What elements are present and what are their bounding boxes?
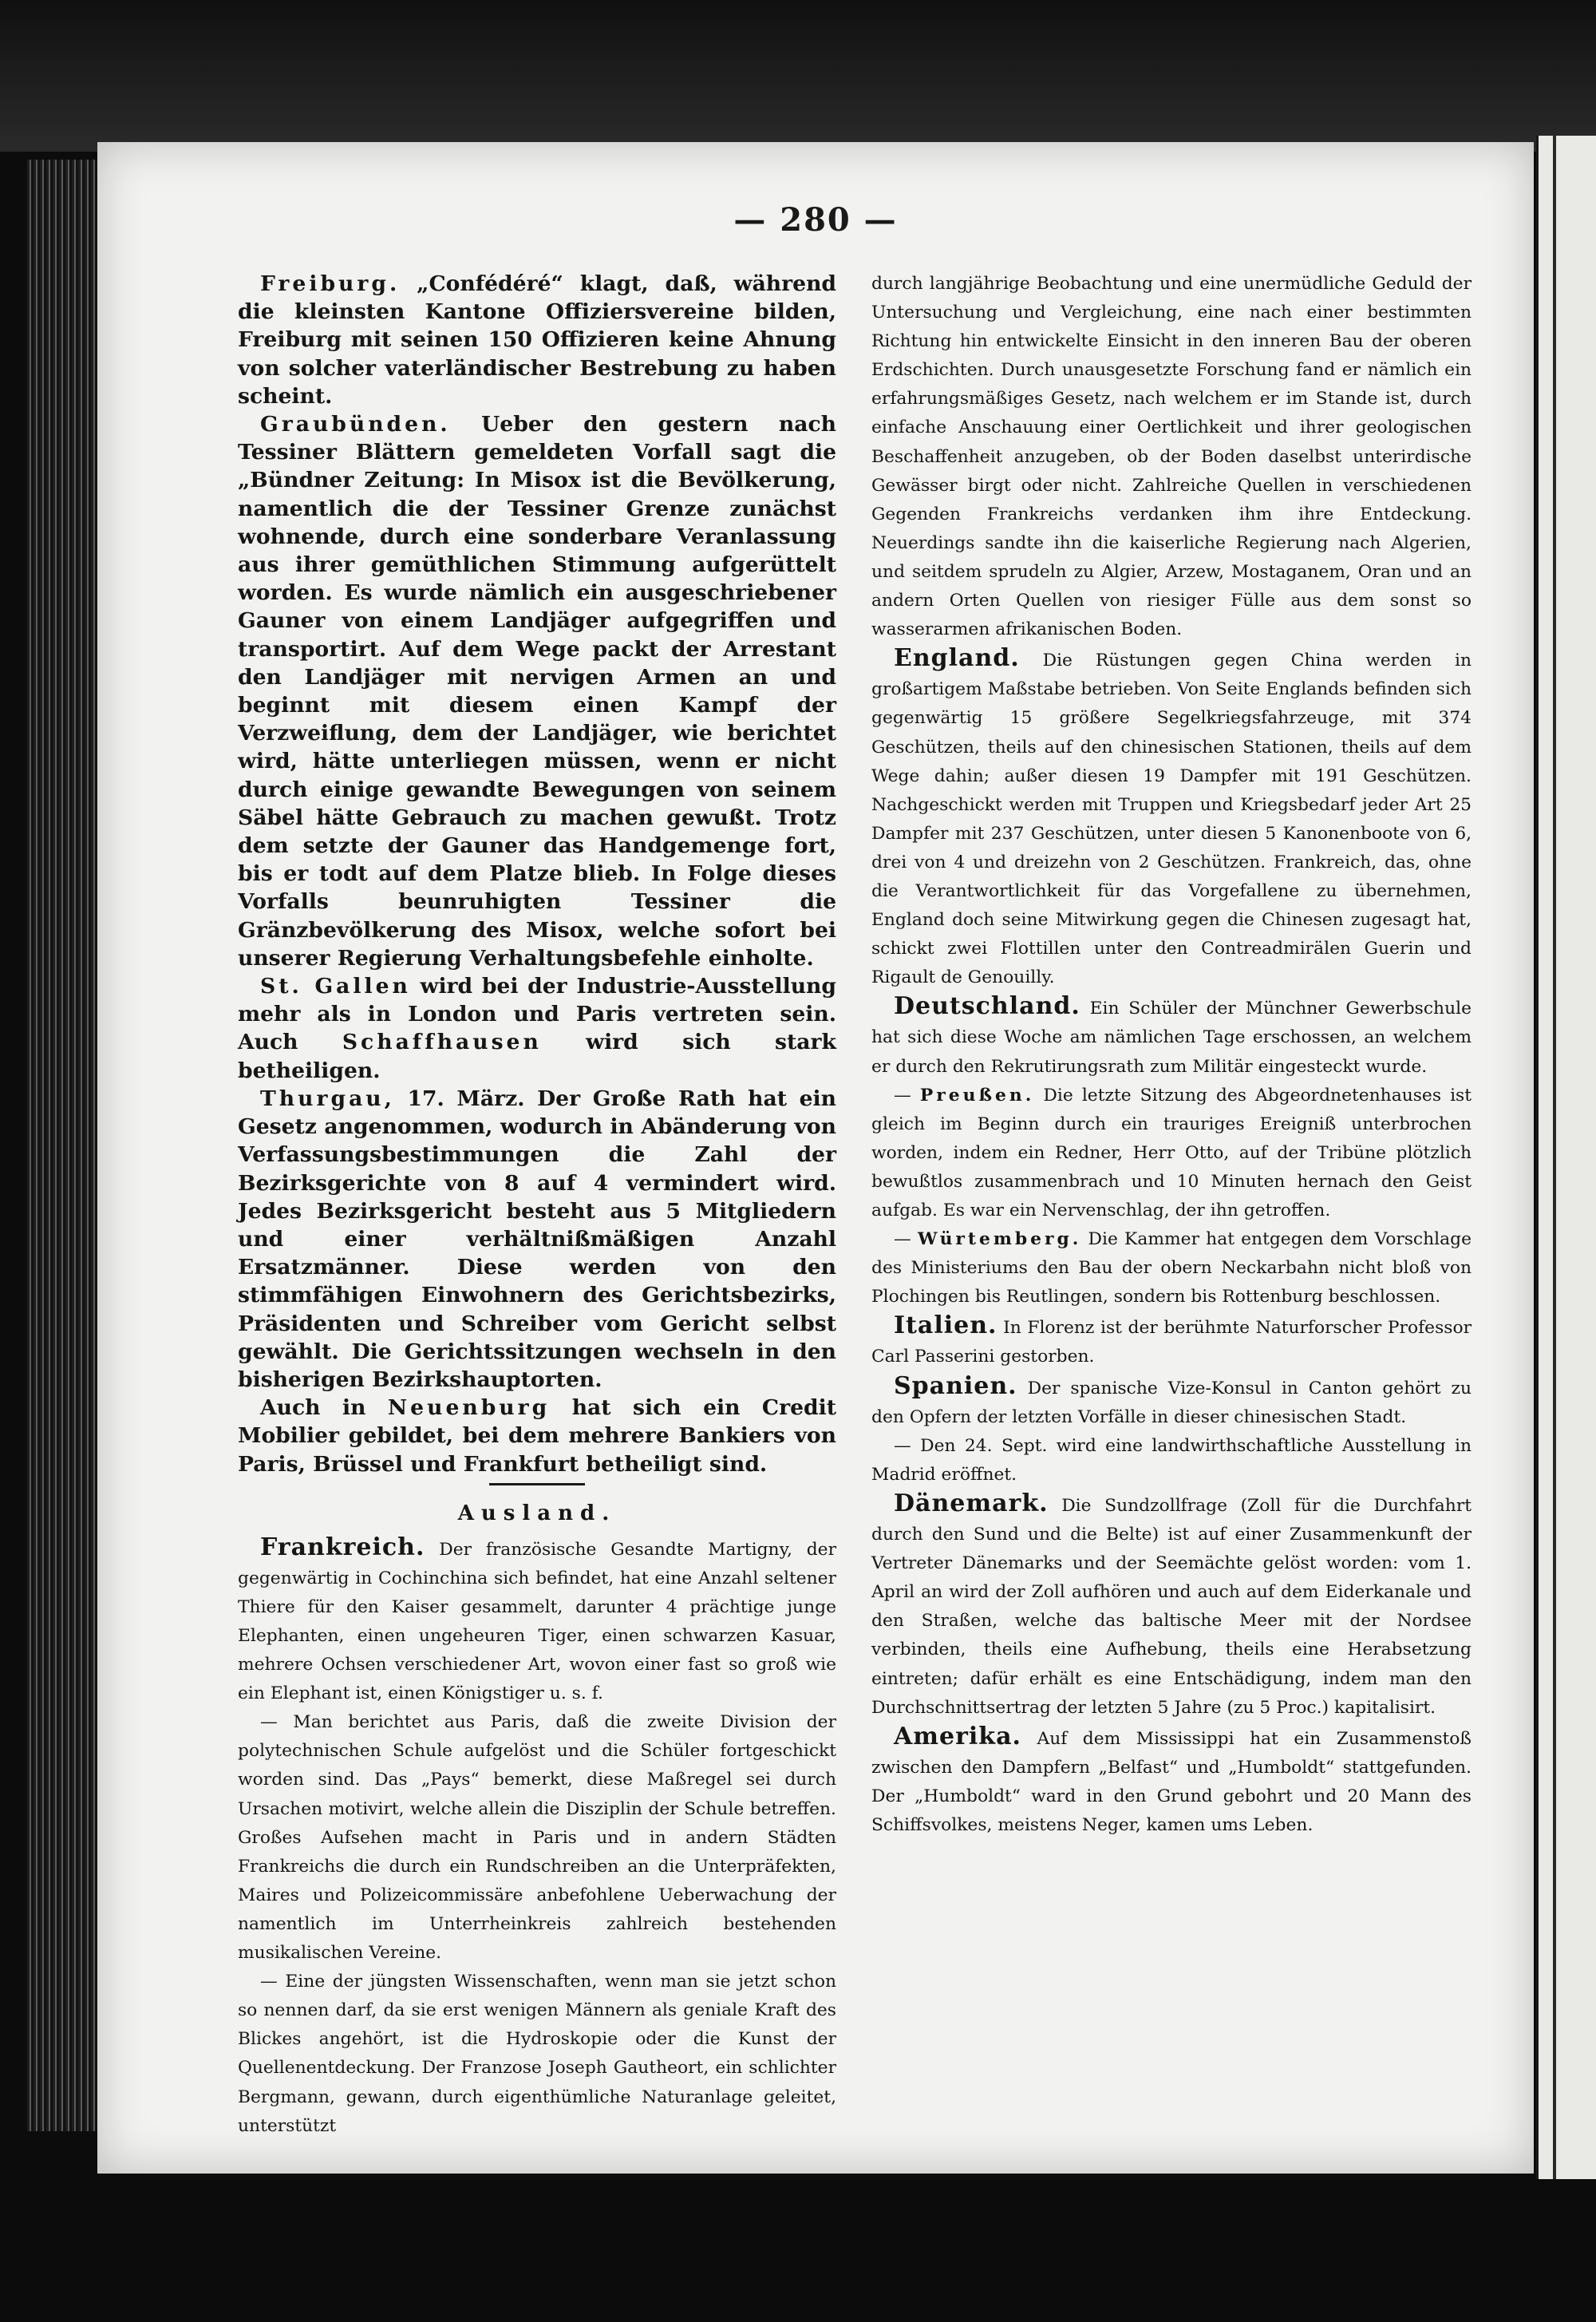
page-number: — 280 — bbox=[733, 201, 898, 239]
article-frankreich-3: — Eine der jüngsten Wissenschaften, wenn man sie jetzt schon so nennen darf, da sie erst wenigen Männern als geniale Kraft des Blickes angehört, ist die Hydroskopie oder die Kunst der Quellenentdeckung. Der Franzose Joseph Gautheort, ein schlichter Bergmann, gewann, durch eigenthümliche Naturanlage geleitet, unterstützt bbox=[238, 1972, 836, 2136]
article-spanien bbox=[871, 1372, 1472, 1432]
text-wuertemberg: Die Kammer hat entgegen dem Vorschlage des Ministeriums den Bau der obern Neckarbahn nicht bloß von Plochingen bis Reutlingen, sondern bis Rottenburg beschlossen. bbox=[871, 1229, 1472, 1307]
article-thurgau bbox=[238, 1085, 836, 1394]
article-italien bbox=[871, 1311, 1472, 1371]
text-stgallen-b: wird sich stark betheiligen. bbox=[238, 1030, 836, 1083]
text-preussen: Die letzte Sitzung des Abgeordnetenhauses ist gleich im Beginn durch ein trauriges Ereigniß unterbrochen worden, indem ein Redner, Herr Otto, auf der Tribüne plötzlich bewußtlos zusammenbrach und 10 Minuten hernach den Geist aufgab. Es war ein Nervenschlag, der ihn getroffen. bbox=[871, 1085, 1472, 1220]
article-stgallen bbox=[238, 972, 836, 1085]
country-amerika: Amerika. bbox=[894, 1722, 1021, 1750]
text-frankreich-1: Der französische Gesandte Martigny, der gegenwärtig in Cochinchina sich befindet, hat eine Anzahl seltener Thiere für den Kaiser gesammelt, darunter 4 prächtige junge Elephanten, einen ungeheuren Tiger, einen schwarzen Kasuar, mehrere Ochsen verschiedener Art, wovon einer fast so groß wie ein Elephant ist, einen Königstiger u. s. f. bbox=[238, 1539, 836, 1704]
kw-freiburg: Freiburg. bbox=[260, 271, 401, 296]
text-freiburg: „Confédéré“ klagt, daß, während die kleinsten Kantone Offiziersvereine bilden, Freiburg mit seinen 150 Offizieren keine Ahnung von solcher vaterländischer Bestrebung zu haben scheint. bbox=[238, 271, 836, 409]
article-graubuenden bbox=[238, 410, 836, 972]
article-england bbox=[871, 644, 1472, 992]
kw-stgallen: St. Gallen bbox=[260, 974, 411, 999]
text-deutschland: Ein Schüler der Münchner Gewerbschule hat sich diese Woche am nämlichen Tage erschossen, an welchem er durch den Rekrutirungsrath zum Militär eingesteckt wurde. bbox=[871, 999, 1472, 1077]
article-freiburg bbox=[238, 270, 836, 410]
article-deutschland bbox=[871, 992, 1472, 1081]
text-graubuenden: Ueber den gestern nach Tessiner Blättern gemeldeten Vorfall sagt die „Bündner Zeitung: In Misox ist die Bevölkerung, namentlich die der Tessiner Grenze zunächst wohnende, durch eine sonderbare Veranlassung aus ihrer gemüthlichen Stimmung aufgerüttelt worden. Es wurde nämlich ein ausgeschriebener Gauner von einem Landjäger aufgegriffen und transportirt. Auf dem Wege packt der Arrestant den Landjäger mit nervigen Armen an und beginnt mit diesem einen Kampf der Verzweiflung, dem der Landjäger, wie berichtet wird, hätte unterliegen müssen, wenn er nicht durch einige gewandte Bewegungen von seinem Säbel hätte Gebrauch zu machen gewußt. Trotz dem setzte der Gauner das Handgemenge fort, bis er todt auf dem Platze blieb. In Folge dieses Vorfalls beunruhigten Tessiner die Gränzbevölkerung des Misox, welche sofort bei unserer Regierung Verhaltungsbefehle einholte. bbox=[238, 412, 836, 971]
text-england: Die Rüstungen gegen China werden in großartigem Maßstabe betrieben. Von Seite Englands befinden sich gegenwärtig 15 größere Segelkriegsfahrzeuge, mit 374 Geschützen, theils auf den chinesischen Stationen, theils auf dem Wege dahin; außer diesen 19 Dampfer mit 191 Geschützen. Nachgeschickt werden mit Truppen und Kriegsbedarf jeder Art 25 Dampfer mit 237 Geschützen, unter diesen 5 Kanonenboote von 6, drei von 4 und dreizehn von 2 Geschützen. Frankreich, das, ohne die Verantwortlichkeit für das Vorgefallene zu übernehmen, England doch seine Mitwirkung gegen die Chinesen zugesagt hat, schickt zwei Flottillen unter den Contreadmirälen Guerin und Rigault de Genouilly. bbox=[871, 651, 1472, 988]
text-italien: In Florenz ist der berühmte Naturforscher Professor Carl Passerini gestorben. bbox=[871, 1318, 1472, 1367]
text-stgallen-a: wird bei der Industrie-Ausstellung mehr als in London und Paris vertreten sein. Auch bbox=[238, 974, 836, 1055]
next-page-edge bbox=[1536, 136, 1596, 2179]
section-rule bbox=[489, 1483, 585, 1485]
text-neuenburg-a: Auch in bbox=[260, 1395, 366, 1421]
kw-schaffhausen: Schaffhausen bbox=[342, 1030, 542, 1055]
text-thurgau: 17. März. Der Große Rath hat ein Gesetz angenommen, wodurch in Abänderung von Verfassungsbestimmungen die Zahl der Bezirksgerichte von 8 auf 4 vermindert wird. Jedes Bezirksgericht besteht aus 5 Mitgliedern und einer verhältnißmäßigen Anzahl Ersatzmänner. Diese werden von den stimmfähigen Einwohnern des Gerichtsbezirks, Präsidenten und Schreiber vom Gericht selbst gewählt. Die Gerichtssitzungen wechseln in den bisherigen Bezirkshauptorten. bbox=[238, 1086, 836, 1392]
right-column bbox=[871, 270, 1472, 1840]
article-frankreich-2: — Man berichtet aus Paris, daß die zweite Division der polytechnischen Schule aufgelöst und die Schüler fortgeschickt worden sind. Das „Pays“ bemerkt, diese Maßregel sei durch Ursachen motivirt, welche allein die Disziplin der Schule betreffen. Großes Aufsehen macht in Paris und in andern Städten Frankreichs die durch ein Rundschreiben an die Unterpräfekten, Maires und Polizeicommissäre anbefohlene Ueberwachung der namentlich im Unterrheinkreis zahlreich bestehenden musikalischen Vereine. bbox=[238, 1712, 836, 1964]
text-daenemark: Die Sundzollfrage (Zoll für die Durchfahrt durch den Sund und die Belte) ist auf einer Zusammenkunft der Vertreter Dänemarks und der Seemächte gelöst worden: vom 1. April an wird der Zoll aufhören und auch auf dem Eiderkanale und den Straßen, welche das baltische Meer mit der Nordsee verbinden, theils eine Aufhebung, theils eine Herabsetzung eintreten; dafür erhält es eine Entschädigung, indem man den Durchschnittsertrag der letzten 5 Jahre (zu 5 Proc.) kapitalisirt. bbox=[871, 1495, 1472, 1718]
kw-preussen: Preußen. bbox=[919, 1085, 1035, 1106]
top-background bbox=[0, 0, 1596, 152]
text-neuenburg-b: hat sich ein Credit Mobilier gebildet, bei dem mehrere Bankiers von Paris, Brüssel und Frankfurt betheiligt sind. bbox=[238, 1395, 836, 1477]
article-spanien-2: — Den 24. Sept. wird eine landwirthschaftliche Ausstellung in Madrid eröffnet. bbox=[871, 1435, 1472, 1485]
kw-neuenburg: Neuenburg bbox=[387, 1395, 551, 1421]
country-italien: Italien. bbox=[894, 1311, 998, 1340]
article-preussen: — Preußen. Die letzte Sitzung des Abgeordnetenhauses ist gleich im Beginn durch ein trauriges Ereigniß unterbrochen worden, indem ein Redner, Herr Otto, auf der Tribüne plötzlich bewußtlos zusammenbrach und 10 Minuten hernach den Geist aufgab. Es war ein Nervenschlag, der ihn getroffen. bbox=[871, 1085, 1472, 1220]
country-spanien: Spanien. bbox=[894, 1371, 1017, 1400]
article-hydroskopie-cont: durch langjährige Beobachtung und eine unermüdliche Geduld der Untersuchung und Vergleichung, eine nach einer bestimmten Richtung hin entwickelte Einsicht in den inneren Bau der oberen Erdschichten. Durch unausgesetzte Forschung fand er nämlich ein erfahrungsmäßiges Gesetz, nach welchem er im Stande ist, durch einfache Anschauung einer Oertlichkeit und ihrer geologischen Beschaffenheit anzugeben, ob der Boden daselbst unterirdische Gewässer birgt oder nicht. Zahlreiche Quellen in verschiedenen Gegenden Frankreichs verdanken ihm ihre Entdeckung. Neuerdings sandte ihn die kaiserliche Regierung nach Algerien, und seitdem sprudeln zu Algier, Arzew, Mostaganem, Oran und an andern Orten Quellen von riesiger Fülle aus dem sonst so wasserarmen afrikanischen Boden. bbox=[871, 274, 1472, 640]
kw-thurgau: Thurgau, bbox=[260, 1086, 395, 1111]
left-column bbox=[238, 270, 836, 2141]
article-neuenburg bbox=[238, 1394, 836, 1478]
text-spanien: Der spanische Vize-Konsul in Canton gehört zu den Opfern der letzten Vorfälle in dieser chinesischen Stadt. bbox=[871, 1378, 1472, 1427]
article-amerika bbox=[871, 1723, 1472, 1840]
kw-wuertemberg: Würtemberg. bbox=[917, 1229, 1082, 1250]
article-wuertemberg: — Würtemberg. Die Kammer hat entgegen dem Vorschlage des Ministeriums den Bau der obern Neckarbahn nicht bloß von Plochingen bis Reutlingen, sondern bis Rottenburg beschlossen. bbox=[871, 1229, 1472, 1307]
page-edges bbox=[27, 160, 99, 2131]
country-frankreich: Frankreich. bbox=[260, 1533, 425, 1561]
country-daenemark: Dänemark. bbox=[894, 1489, 1049, 1517]
kw-graubuenden: Graubünden. bbox=[260, 412, 451, 437]
text-amerika: Auf dem Mississippi hat ein Zusammenstoß zwischen den Dampfern „Belfast“ und „Humboldt“ stattgefunden. Der „Humboldt“ ward in den Grund gebohrt und 20 Mann des Schiffsvolkes, meistens Neger, kamen ums Leben. bbox=[871, 1728, 1472, 1835]
country-england: England. bbox=[894, 644, 1020, 673]
article-daenemark bbox=[871, 1489, 1472, 1723]
country-deutschland: Deutschland. bbox=[894, 992, 1080, 1021]
section-title-ausland: Ausland. bbox=[457, 1501, 617, 1525]
article-frankreich bbox=[238, 1533, 836, 1709]
